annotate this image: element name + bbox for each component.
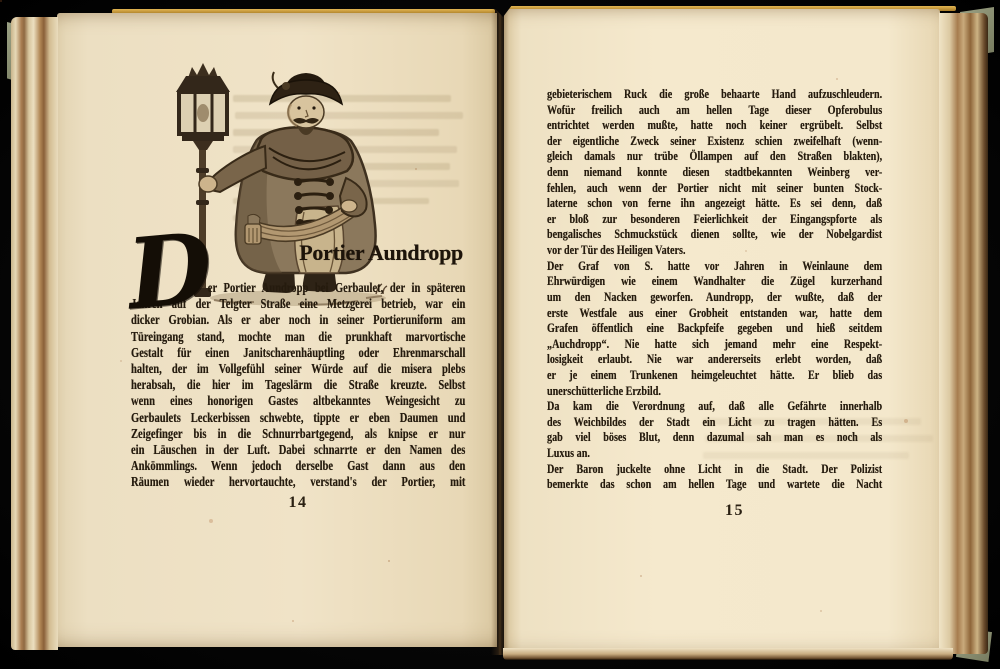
text-line: Da kam die Verordnung auf, daß alle Gefährte innerhalb xyxy=(547,399,883,414)
text-line: Gestalt für einen Janitscharenhäuptling oder Ehrenmarschall xyxy=(131,344,466,360)
chapter-heading: Portier Aundropp xyxy=(299,240,463,265)
text-line: bemerkte das schon am hellen Tage und wartete die Nacht xyxy=(547,477,883,492)
text-line: vor der Tür des Heiligen Vaters. xyxy=(547,243,686,258)
text-line: er bloß zur besonderen Feierlichkeit der Eingangspforte als xyxy=(547,211,883,226)
text-line: Luxus an. xyxy=(547,446,590,461)
deckle-edge-bottom-left xyxy=(14,641,497,657)
text-line: entrichtet werden mußte, hatte noch keiner ergrübelt. Selbst xyxy=(547,118,883,133)
text-line: Grafen öffentlich eine Backpfeife gegeben und hieß seitdem xyxy=(547,321,883,336)
text-line: erste Westfale aus einer Grobheit entstanden war, hatte dem xyxy=(547,305,883,320)
text-line: Räumen wieder hervortauchte, verstand's der Portier, mit xyxy=(131,474,466,490)
text-line: gebieterischem Ruck die große behaarte Hand aufzuschleudern. xyxy=(547,87,883,101)
page-number-right: 15 xyxy=(725,502,744,519)
deckle-edge-bottom-right xyxy=(503,648,953,660)
text-line: losigkeit erlaubt. Nie war andererseits erlebt worden, daß xyxy=(547,352,883,367)
gutter-shadow xyxy=(491,9,509,655)
text-line: Jahren auf der Telgter Straße eine Metzgerei betrieb, war ein xyxy=(131,296,466,312)
lantern-icon xyxy=(176,63,230,150)
text-line: des Weichbildes der Stadt ein Licht zu tragen hätten. Es xyxy=(547,414,883,429)
text-line: er Portier Aundropp bei Gerbaulet, der in späteren xyxy=(207,280,466,295)
text-line: gab viel böses Blut, denn dazumal sah man es noch als xyxy=(547,430,883,445)
text-line: fehlen, auch wenn der Portier nicht mit seiner bunten Stock- xyxy=(547,180,883,195)
text-line: Türeingang stand, mochte man die prunkhaft marvortische xyxy=(131,328,466,344)
text-line: wenn eines honorigen Gastes altbekanntes Weingesicht zu xyxy=(131,393,466,409)
text-line: ein Läuschen in der Luft. Dabei schnarrte er den Namen des xyxy=(131,441,466,457)
text-line: Zeigefinger bis in die Schnurrbartgegend, als knipse er nur xyxy=(131,425,466,441)
page-number-left: 14 xyxy=(288,494,308,511)
text-line: er je einem Trunkenen heimgeleuchtet hätte. Er blieb das xyxy=(547,367,883,382)
text-line: der eigentliche Zweck seiner Existenz schien zweifelhaft (wenn- xyxy=(547,133,883,148)
right-page-text-block xyxy=(547,87,882,493)
foxing-specks xyxy=(0,0,2,2)
text-line: Gerbaulets Leckerbissen schwebte, tippte er eben Daumen und xyxy=(131,409,466,425)
text-line: Der Graf von S. hatte vor Jahren in Weinlaune dem xyxy=(547,258,883,273)
text-line: Ehrwürdigen wie einem Wandhalter die Zügel kurzerhand xyxy=(547,274,883,289)
page-edge-stack-right xyxy=(939,13,988,654)
drop-cap: D xyxy=(123,210,217,332)
text-line: „Auchdropp“. Nie hatte sich jemand mehr eine Respekt- xyxy=(547,336,883,351)
text-line: herabsah, die hier im Tageslärm die Straße kreuzte. Selbst xyxy=(131,377,466,393)
text-line: dicker Grobian. Als er aber noch in seiner Portieruniform am xyxy=(131,312,466,328)
page-edge-stack-left xyxy=(11,17,58,650)
text-line: halten, der im Vollgefühl seiner Würde auf die misera plebs xyxy=(131,360,466,376)
text-line: Ankömmlings. Wenn jedoch derselbe Gast dann aus den xyxy=(131,458,466,474)
text-line: denn niemand konnte diesen stadtbekannten Weinberg ver- xyxy=(547,165,883,180)
text-line: laterne schon von ferne ihn angezeigt hätte. Es sei denn, daß xyxy=(547,196,883,211)
text-line: unerschütterliche Erzbild. xyxy=(547,383,661,398)
text-line: bengalisches Schmuckstück dienen sollte, wie der Nobelgardist xyxy=(547,227,883,242)
text-line: Wofür freilich auch am hellen Tage dieser Opferobulus xyxy=(547,102,883,117)
text-line: um den Nacken geworfen. Aundropp, der wußte, daß der xyxy=(547,289,883,304)
text-line: Der Baron juckelte ohne Licht in die Stadt. Der Polizist xyxy=(547,461,883,476)
text-line: gleich damals nur trübe Öllampen auf den Straßen blakten), xyxy=(547,149,883,164)
